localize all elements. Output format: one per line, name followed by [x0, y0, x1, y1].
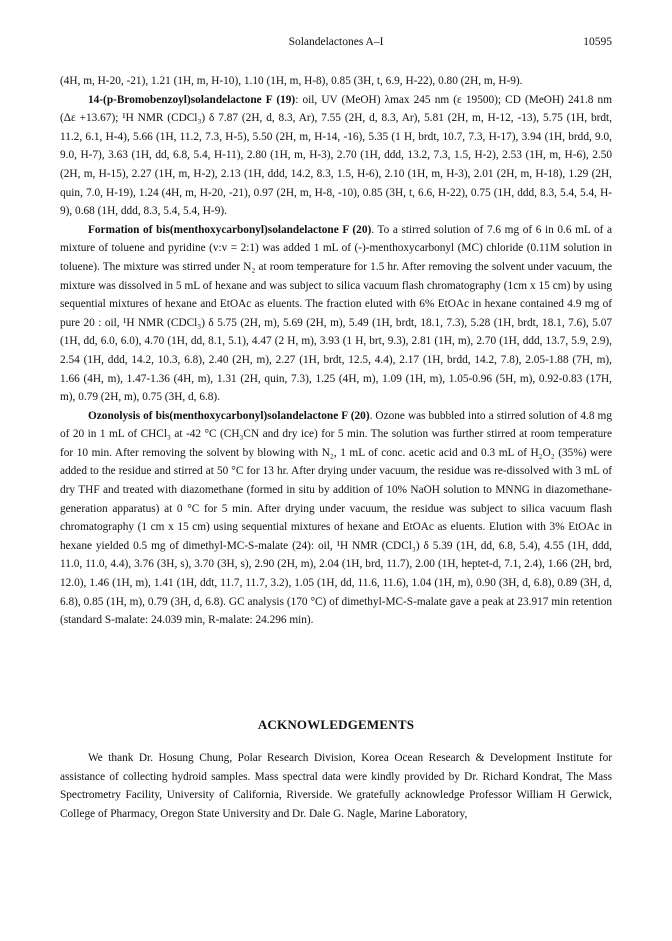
paragraph-text: : oil, UV (MeOH) λmax 245 nm (ε 19500); CD (MeOH) 241.8 nm (Δε +13.67); ¹H NMR (CDCl₃) δ 7.87 (2H, d, 8.3, Ar), 7.55 (2H, d, 8.3, Ar), 5.81 (2H, m, H-12, -13), 5.75 (1H, brdt, 11.2, 6.1, H-4), 5.66 (1H, 11.2, 7.3, H-5), 5.50 (2H, m, H-14, -16), 5.35 (1 H, brdt, 10.7, 7.3, H-17), 3.94 (1H, brdd, 9.0, 9.0, H-7), 3.63 (1H, dd, 6.8, 5.4, H-11), 2.80 (1H, m, H-3), 2.70 (1H, ddd, 13.2, 7.3, 1.5, H-2), 2.53 (1H, m, H-6), 2.50 (2H, m, H-15), 2.27 (1H, m, H-2), 2.13 (1H, ddd, 14.2, 8.3, 1.5, H-6), 2.10 (1H, m, H-3), 2.01 (2H, m, H-18), 1.29 (2H, quin, 7.0, H-19), 1.24 (4H, m, H-20, -21), 0.97 (2H, m, H-8, -10), 0.85 (3H, t, 6.6, H-22), 0.75 (1H, ddd, 8.3, 5.4, 5.4, H-9), 0.68 (1H, ddd, 8.3, 5.4, 5.4, H-9).	[60, 93, 612, 218]
acknowledgements-section	[60, 749, 612, 823]
experimental-section	[60, 72, 612, 630]
paragraph-title: Formation of bis(menthoxycarbonyl)solandelactone F (20)	[88, 223, 372, 236]
paragraph-title: Ozonolysis of bis(menthoxycarbonyl)solandelactone F (20)	[88, 409, 370, 422]
paragraph-ozonolysis-20	[60, 407, 612, 630]
paragraph-text: . Ozone was bubbled into a stirred solution of 4.8 mg of 20 in 1 mL of CHCl₃ at -42 °C (CH₃CN and dry ice) for 5 min. The solution was further stirred at room temperature for 10 min. After removing the solvent by blowing with N₂, 1 mL of conc. acetic acid and 0.3 mL of H₂O₂ (35%) were added to the residue and stirred at 50 °C for 13 hr. After drying under vacuum, the residue was re-dissolved with 3 mL of dry THF and treated with diazomethane (formed in situ by addition of 10% NaOH solution to MNNG in diazomethane-generation apparatus) at 0 °C for 5 min. After drying under vacuum, the residue was subject to silica vacuum flash chromatography (1 cm x 15 cm) using sequential mixtures of hexane and EtOAc as eluents. Elution with 3% EtOAc in hexane yielded 0.5 mg of dimethyl-MC-S-malate (24): oil, ¹H NMR (CDCl₃) δ 5.39 (1H, dd, 6.8, 5.4), 4.55 (1H, ddd, 11.0, 11.0, 4.4), 3.76 (3H, s), 3.70 (3H, s), 2.90 (2H, m), 2.04 (1H, brd, 11.7), 2.00 (1H, heptet-d, 7.1, 2.4), 1.66 (2H, brd, 12.0), 1.46 (1H, m), 1.41 (1H, ddt, 11.7, 11.7, 3.2), 1.05 (1H, dd, 11.6, 11.6), 1.04 (1H, m), 0.90 (3H, d, 6.8), 0.89 (3H, d, 6.8), 0.85 (1H, m), 0.79 (3H, d, 6.8). GC analysis (170 °C) of dimethyl-MC-S-malate gave a peak at 23.917 min retention (standard S-malate: 24.039 min, R-malate: 24.296 min).	[60, 409, 612, 627]
paragraph-title: 14-(p-Bromobenzoyl)solandelactone F (19)	[88, 93, 296, 106]
paragraph-text: (4H, m, H-20, -21), 1.21 (1H, m, H-10), 1.10 (1H, m, H-8), 0.85 (3H, t, 6.9, H-22), 0.80 (2H, m, H-9).	[60, 75, 523, 87]
paragraph-compound-19	[60, 91, 612, 221]
paragraph-text: . To a stirred solution of 7.6 mg of 6 in 0.6 mL of a mixture of toluene and pyridine (v:v = 2:1) was added 1 mL of (-)-menthoxycarbonyl (MC) chloride (0.11M solution in toluene). The mixture was stirred under N₂ at room temperature for 1.5 hr. After removing the solvent under vacuum, the mixture was dissolved in 5 mL of hexane and was subject to silica vacuum flash chromatography (1cm x 15 cm) by using sequential mixtures of hexane and EtOAc as eluents. The fraction eluted with 6% EtOAc in hexane contained 4.9 mg of pure 20 : oil, ¹H NMR (CDCl₃) δ 5.75 (2H, m), 5.69 (2H, m), 5.49 (1H, brdt, 18.1, 7.3), 5.28 (1H, brdt, 18.1, 7.6), 5.07 (1H, dd, 6.0, 6.0), 4.70 (1H, dd, 8.1, 5.1), 4.47 (2 H, m), 3.93 (1 H, brt, 9.3), 2.81 (1H, m), 2.70 (1H, ddd, 13.7, 5.9, 2.9), 2.54 (1H, ddd, 14.2, 10.3, 6.8), 2.40 (2H, m), 2.27 (1H, brdt, 12.5, 4.4), 2.17 (1H, brdd, 14.2, 7.8), 2.05-1.88 (7H, m), 1.66 (4H, m), 1.47-1.36 (4H, m), 1.31 (2H, quin, 7.3), 1.25 (4H, m), 1.09 (1H, m), 1.05-0.96 (5H, m), 0.92-0.83 (17H, m), 0.79 (2H, m), 0.75 (3H, d, 6.8).	[60, 223, 612, 404]
paragraph-formation-20	[60, 221, 612, 407]
running-title: Solandelactones A–I	[288, 36, 384, 48]
page-number: 10595	[583, 36, 612, 48]
acknowledgements-paragraph: We thank Dr. Hosung Chung, Polar Research Division, Korea Ocean Research & Development Institute for assistance of collecting hydroid samples. Mass spectral data were kindly provided by Dr. Richard Kondrat, The Mass Spectrometry Facility, University of California, Riverside. We gratefully acknowledge Professor William H Gerwick, College of Pharmacy, Oregon State University and Dr. Dale G. Nagle, Marine Laboratory,	[60, 752, 612, 820]
paragraph-continuation	[60, 72, 612, 91]
running-header	[60, 36, 612, 52]
acknowledgements-heading: ACKNOWLEDGEMENTS	[257, 717, 415, 732]
